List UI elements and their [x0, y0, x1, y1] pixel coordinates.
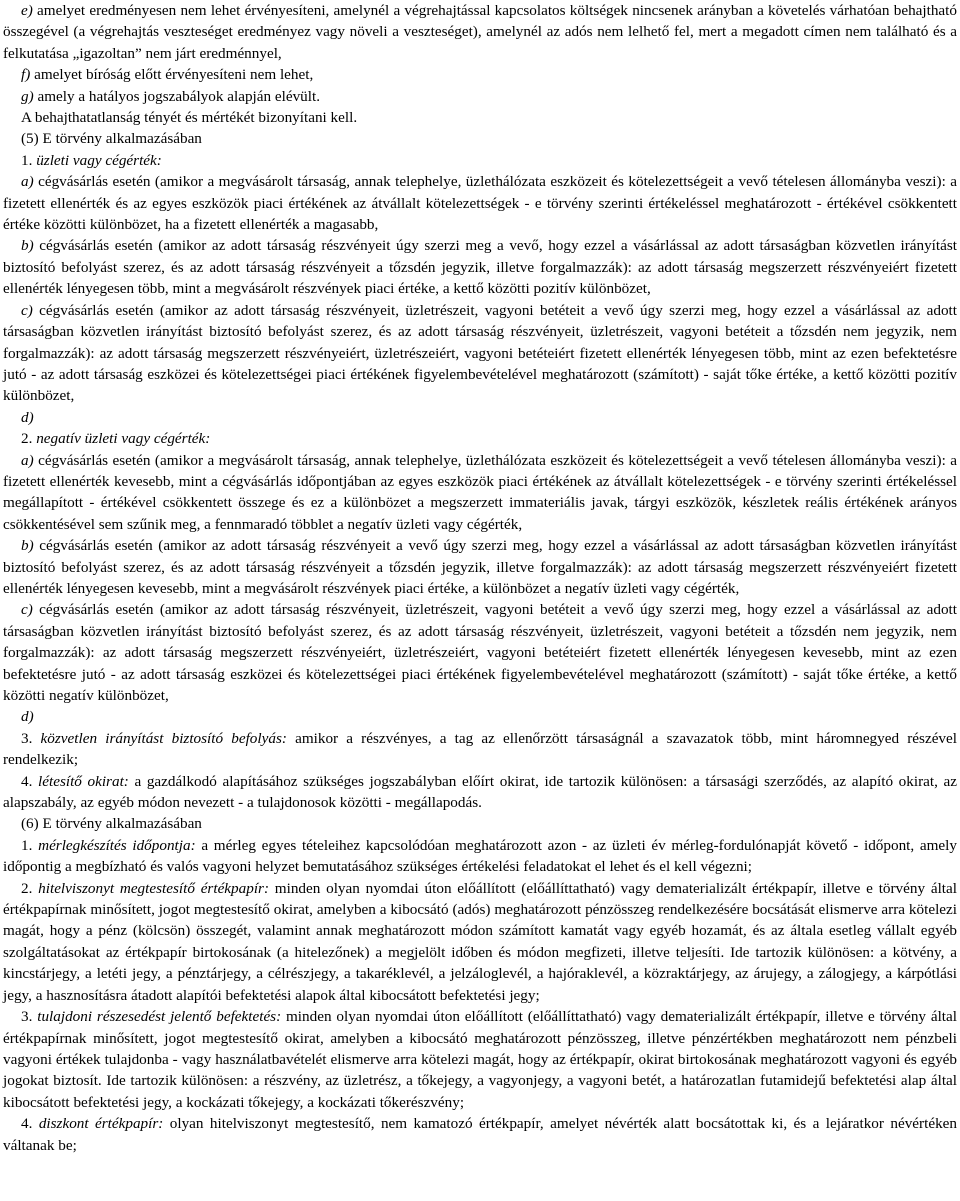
- paragraph: [3, 64, 957, 85]
- paragraph: [3, 235, 957, 299]
- item-label: d): [21, 408, 34, 426]
- paragraph-text: cégvásárlás esetén (amikor a megvásárolt társaság, annak telephelye, üzlethálózata eszközeit és kötelezettségeit a vevő tételesen állományba veszi): a fizetett ellenérték és az egyes eszközök piaci értékének az átvállalt kötelezettségek - e törvény szerinti értékeléssel meghatározott - értékével csökkentett értéke közötti különbözet, ha a fizetett ellenérték a magasabb,: [3, 173, 957, 234]
- paragraph-text: A behajthatatlanság tényét és mértékét bizonyítani kell.: [21, 109, 358, 127]
- paragraph: [3, 0, 957, 64]
- item-label: 1.: [21, 836, 33, 854]
- paragraph-text: amely a hatályos jogszabályok alapján elévült.: [33, 87, 321, 105]
- paragraph: [3, 728, 957, 771]
- defined-term: üzleti vagy cégérték:: [32, 151, 162, 169]
- paragraph-text: cégvásárlás esetén (amikor az adott társaság részvényeit a vevő úgy szerzi meg, hogy ezzel a vásárlással az adott társaságban közvetlen irányítást biztosító befolyást szerez, és az adott társaság részvényeit a tőzsdén jegyzik, illetve forgalmazzák): az adott társaság megszerzett részvényeiért fizetett ellenérték lényegesen kevesebb, mint a megvásárolt részvények piaci értéke, a különbözet a negatív üzleti vagy cégérték,: [3, 537, 957, 597]
- paragraph: [3, 128, 957, 149]
- defined-term: tulajdoni részesedést jelentő befektetés:: [32, 1008, 282, 1026]
- item-label: 2.: [21, 879, 33, 897]
- defined-term: létesítő okirat:: [32, 772, 129, 790]
- paragraph: [3, 428, 957, 449]
- paragraph-text: cégvásárlás esetén (amikor a megvásárolt társaság, annak telephelye, üzlethálózata eszközeit és kötelezettségeit a vevő tételesen állományba veszi): a fizetett ellenérték kevesebb, mint a cégvásárlás időpontjában az egyes eszközök piaci értékének az átvállalt kötelezettségek - e törvény szerinti értékeléssel megállapított - értékével csökkentett összege és ez a különbözet a megszerzett immateriális javak, tárgyi eszközök, készletek reális értékének arányos csökkentésével sem szűnik meg, a fennmaradó többlet a negatív üzleti vagy cégérték,: [3, 451, 957, 533]
- paragraph: [3, 599, 957, 706]
- item-label: e): [21, 2, 33, 19]
- defined-term: közvetlen irányítást biztosító befolyás:: [32, 729, 287, 747]
- paragraph-text: cégvásárlás esetén (amikor az adott társaság részvényeit úgy szerzi meg a vevő, hogy ezzel a vásárlással az adott társaságban közvetlen irányítást biztosító befolyást szerez, és az adott társaság részvényeit a tőzsdén jegyzik, illetve forgalmazzák): az adott társaság megszerzett részvényeiért fizetett ellenérték lényegesen több, mint a megvásárolt részvények piaci értéke, a kettő közötti pozitív különbözet,: [3, 237, 957, 298]
- item-label: c): [21, 601, 33, 619]
- item-label: 2.: [21, 430, 33, 448]
- item-label: 3.: [21, 1008, 33, 1026]
- item-label: a): [21, 451, 34, 469]
- paragraph-text: (6) E törvény alkalmazásában: [21, 815, 202, 833]
- paragraph: [3, 813, 957, 834]
- defined-term: diszkont értékpapír:: [32, 1115, 164, 1133]
- paragraph: [3, 86, 957, 107]
- item-label: 3.: [21, 729, 33, 747]
- paragraph-text: amelyet bíróság előtt érvényesíteni nem lehet,: [30, 66, 314, 84]
- paragraph: [3, 107, 957, 128]
- defined-term: mérlegkészítés időpontja:: [32, 836, 196, 854]
- item-label: 1.: [21, 151, 33, 169]
- item-label: 4.: [21, 1115, 33, 1133]
- item-label: f): [21, 66, 31, 84]
- paragraph: [3, 1006, 957, 1113]
- item-label: 4.: [21, 772, 33, 790]
- paragraph-text: cégvásárlás esetén (amikor az adott társaság részvényeit, üzletrészeit, vagyoni betéteit a vevő úgy szerzi meg, hogy ezzel a vásárlással az adott társaságban közvetlen irányítást biztosító befolyást szerez, és az adott társaság részvényeit, üzletrészeit, vagyoni betéteit a tőzsdén nem jegyzik, nem forgalmazzák): az adott társaság megszerzett részvényeiért, üzletrészeiért, vagyoni betéteiért fizetett ellenérték lényegesen több, mint az ezen befektetésre jutó - az adott társaság eszközei és kötelezettségei piaci értékének figyelembevételével meghatározott (számított) - saját tőke értéke, a kettő közötti pozitív különbözet,: [3, 301, 957, 405]
- item-label: b): [21, 237, 34, 255]
- defined-term: hitelviszonyt megtestesítő értékpapír:: [32, 879, 270, 897]
- paragraph-text: minden olyan nyomdai úton előállított (előállíttatható) vagy dematerializált értékpapír, illetve e törvény által értékpapírnak minősített, jogot megtestesítő okirat, amelyben a kibocsátó meghatározott pénzösszeg, illetve pénzértékben meghatározott nem pénzbeli vagyoni értékek tulajdonba - vagy használatbavételét elismerve arra kötelezi magát, hogy az értékpapír, okirat birtokosának meghatározott vagyoni és egyéb jogokat biztosít. Ide tartozik különösen: a részvény, az üzletrész, a tőkejegy, a vagyonjegy, a vagyoni betét, a határozatlan futamidejű befektetési alap által kibocsátott befektetési jegy, a kockázati tőkejegy, a kockázati tőkerészvény;: [3, 1008, 957, 1111]
- defined-term: negatív üzleti vagy cégérték:: [32, 430, 211, 448]
- paragraph-text: a mérleg egyes tételeihez kapcsolódóan meghatározott azon - az üzleti év mérleg-fordulónapját követő - időpont, amely időpontig a megbízható és valós vagyoni helyzet bemutatásához szükséges értékelési feladatokat el lehet és el kell végezni;: [3, 836, 957, 876]
- item-label: d): [21, 708, 34, 726]
- paragraph: [3, 407, 957, 428]
- paragraph-text: amikor a részvényes, a tag az ellenőrzött társaságnál a szavazatok több, mint háromnegyed részével rendelkezik;: [3, 729, 957, 769]
- paragraph: [3, 150, 957, 171]
- paragraph: [3, 835, 957, 878]
- item-label: c): [21, 301, 33, 319]
- paragraph: [3, 535, 957, 599]
- paragraph-text: (5) E törvény alkalmazásában: [21, 130, 202, 148]
- paragraph: [3, 878, 957, 1006]
- item-label: a): [21, 173, 34, 191]
- item-label: b): [21, 537, 34, 555]
- paragraph-text: minden olyan nyomdai úton előállított (előállíttatható) vagy dematerializált értékpapír, illetve e törvény által értékpapírnak minősített, jogot megtestesítő okirat, amelyben a kibocsátó (adós) meghatározott pénzösszeg rendelkezésére bocsátását elismerve arra kötelezi magát, hogy a pénz (kölcsön) összegét, valamint annak meghatározott módon számított kamatát vagy egyéb hozamát, és az általa esetleg vállalt egyéb szolgáltatásokat az értékpapír birtokosának (a hitelezőnek) a megjelölt időben és módon megfizeti, illetve teljesíti. Ide tartozik különösen: a kötvény, a kincstárjegy, a letéti jegy, a pénztárjegy, a célrészjegy, a takaréklevél, a jelzáloglevél, a hajóraklevél, a közraktárjegy, az árujegy, a zálogjegy, a kárpótlási jegy, a hasznosításra átadott alapítói befektetési alapok által kibocsátott befektetési jegy;: [3, 879, 957, 1004]
- item-label: g): [21, 87, 34, 105]
- paragraph-text: a gazdálkodó alapításához szükséges jogszabályban előírt okirat, ide tartozik különösen: a társasági szerződés, az alapító okirat, az alapszabály, az egyéb módon nevezett - a tulajdonosok közötti - megállapodás.: [3, 772, 957, 812]
- paragraph: [3, 300, 957, 407]
- paragraph: [3, 1113, 957, 1156]
- paragraph-text: amelyet eredményesen nem lehet érvényesíteni, amelynél a végrehajtással kapcsolatos költségek nincsenek arányban a követelés várhatóan behajtható összegével (a végrehajtás veszteséget eredményez vagy növeli a veszteséget), amelynél az adós nem lelhető fel, mert a megadott címen nem található és a felkutatása „igazoltan” nem járt eredménnyel,: [3, 2, 957, 62]
- paragraph-text: olyan hitelviszonyt megtestesítő, nem kamatozó értékpapír, amelyet névérték alatt bocsátottak ki, és a lejáratkor névértéken váltanak be;: [3, 1115, 957, 1154]
- paragraph: [3, 771, 957, 814]
- paragraph-text: cégvásárlás esetén (amikor az adott társaság részvényeit, üzletrészeit, vagyoni betéteit a vevő úgy szerzi meg, hogy ezzel a vásárlással az adott társaságban közvetlen irányítást biztosító befolyást szerez, és az adott társaság részvényeit, üzletrészeit, vagyoni betéteit a tőzsdén nem jegyzik, nem forgalmazzák): az adott társaság megszerzett részvényeiért, üzletrészeiért, vagyoni betéteiért fizetett ellenérték lényegesen kevesebb, mint az ezen befektetésre jutó - az adott társaság eszközei és kötelezettségei piaci értékének figyelembevételével meghatározott (számított) - saját tőke értéke, a kettő közötti negatív különbözet,: [3, 601, 957, 704]
- paragraph: [3, 450, 957, 536]
- paragraph: [3, 171, 957, 235]
- paragraph: [3, 706, 957, 727]
